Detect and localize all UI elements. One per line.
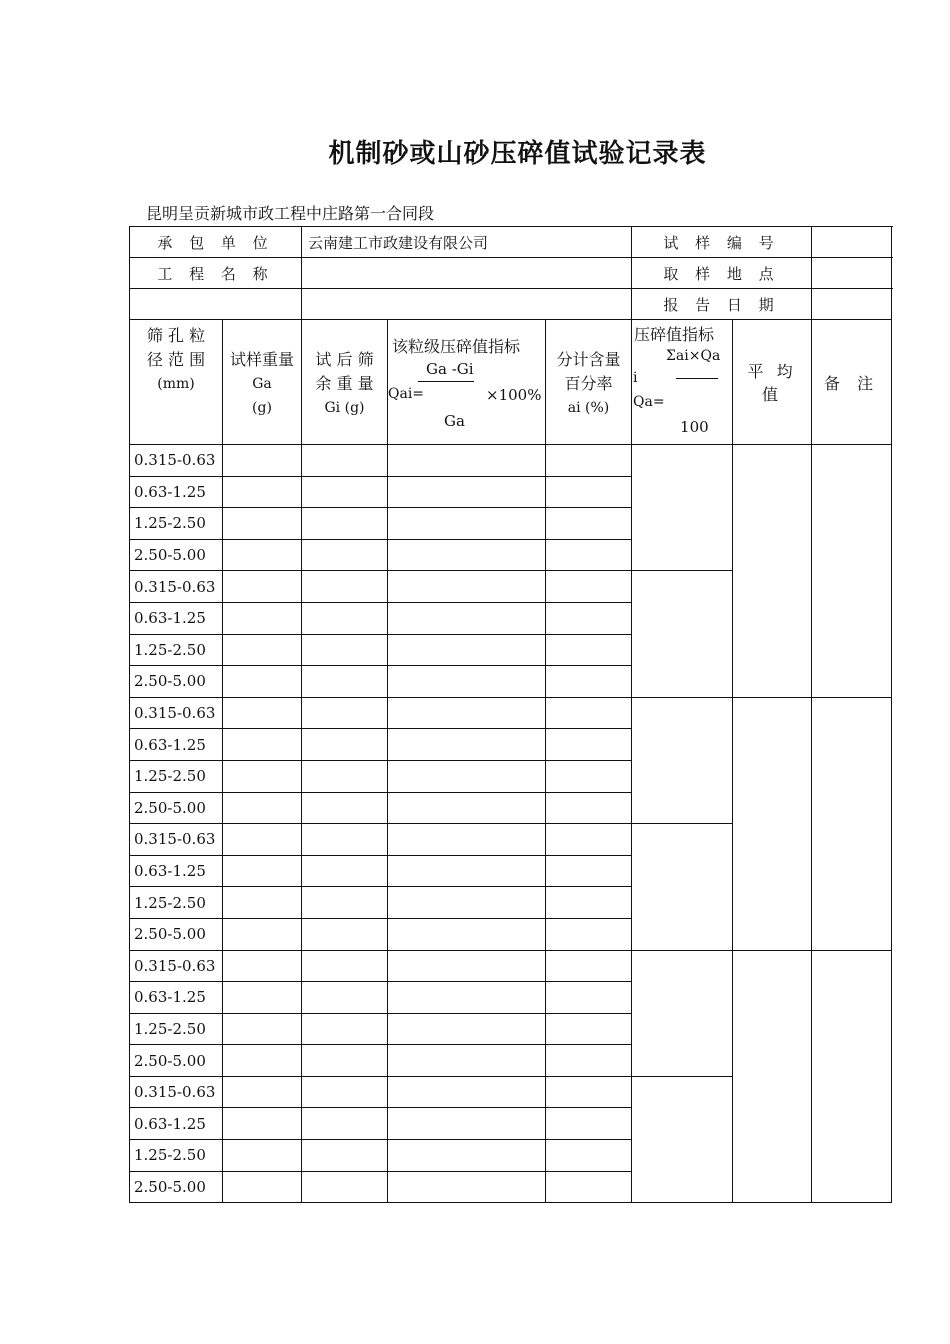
sieve-range-cell: 0.315-0.63: [130, 445, 223, 477]
sieve-range-cell: 1.25-2.50: [130, 634, 223, 666]
residual-weight-cell[interactable]: [302, 445, 388, 477]
sieve-range-cell: 0.63-1.25: [130, 729, 223, 761]
sieve-range-cell: 0.315-0.63: [130, 1076, 223, 1108]
header-crush-index: [632, 320, 733, 445]
sieve-range-cell: 1.25-2.50: [130, 887, 223, 919]
grade-index-cell[interactable]: [388, 1171, 546, 1203]
fraction-cell[interactable]: [546, 571, 632, 603]
fraction-cell[interactable]: [546, 539, 632, 571]
residual-weight-cell[interactable]: [302, 1108, 388, 1140]
grade-index-cell[interactable]: [388, 571, 546, 603]
header-sieve-line1: 筛 孔 粒: [146, 326, 206, 345]
sieve-range-cell: 2.50-5.00: [130, 918, 223, 950]
average-cell[interactable]: [733, 697, 812, 950]
sieve-range-cell: 0.63-1.25: [130, 855, 223, 887]
header-sample-weight-line2: Ga: [252, 376, 272, 392]
project-name-label: 工 程 名 称: [130, 258, 302, 289]
fraction-cell[interactable]: [546, 1171, 632, 1203]
grade-index-cell[interactable]: [388, 1076, 546, 1108]
grade-index-cell[interactable]: [388, 508, 546, 540]
report-date-label: 报 告 日 期: [632, 289, 812, 320]
fraction-cell[interactable]: [546, 918, 632, 950]
sample-location-value[interactable]: [812, 258, 892, 289]
sample-location-label: 取 样 地 点: [632, 258, 812, 289]
residual-weight-cell[interactable]: [302, 982, 388, 1014]
sieve-range-cell: 1.25-2.50: [130, 1140, 223, 1172]
sieve-range-cell: 0.63-1.25: [130, 982, 223, 1014]
sieve-range-cell: 2.50-5.00: [130, 539, 223, 571]
residual-weight-cell[interactable]: [302, 855, 388, 887]
sieve-range-cell: 2.50-5.00: [130, 792, 223, 824]
sieve-range-cell: 0.315-0.63: [130, 824, 223, 856]
fraction-cell[interactable]: [546, 508, 632, 540]
header-fraction: [546, 320, 632, 445]
test-record-table: [129, 226, 892, 1203]
fraction-cell[interactable]: [546, 1013, 632, 1045]
grade-index-cell[interactable]: [388, 760, 546, 792]
fraction-bar: [418, 381, 474, 382]
average-cell[interactable]: [733, 950, 812, 1203]
blank-cell: [130, 289, 302, 320]
fraction-cell[interactable]: [546, 476, 632, 508]
crush-index-cell[interactable]: [632, 950, 733, 1076]
sample-weight-cell[interactable]: [223, 982, 302, 1014]
fraction-cell[interactable]: [546, 1108, 632, 1140]
header-residual-line1: 试 后 筛: [315, 350, 374, 369]
fraction-cell[interactable]: [546, 634, 632, 666]
sieve-range-cell: 2.50-5.00: [130, 1171, 223, 1203]
fraction-cell[interactable]: [546, 950, 632, 982]
fraction-cell[interactable]: [546, 445, 632, 477]
grade-index-cell[interactable]: [388, 602, 546, 634]
sample-weight-cell[interactable]: [223, 1013, 302, 1045]
sample-weight-cell[interactable]: [223, 666, 302, 698]
grade-index-cell[interactable]: [388, 1013, 546, 1045]
fraction-bar: [676, 378, 718, 379]
sample-weight-cell[interactable]: [223, 1108, 302, 1140]
sample-weight-cell[interactable]: [223, 1140, 302, 1172]
residual-weight-cell[interactable]: [302, 602, 388, 634]
sieve-range-cell: 0.63-1.25: [130, 1108, 223, 1140]
sample-weight-cell[interactable]: [223, 445, 302, 477]
residual-weight-cell[interactable]: [302, 792, 388, 824]
contractor-value[interactable]: 云南建工市政建设有限公司: [302, 227, 632, 258]
fraction-cell[interactable]: [546, 887, 632, 919]
sieve-range-cell: 0.315-0.63: [130, 697, 223, 729]
fraction-cell[interactable]: [546, 666, 632, 698]
crush-index-lhs: Qa=: [633, 394, 665, 410]
residual-weight-cell[interactable]: [302, 1140, 388, 1172]
sample-weight-cell[interactable]: [223, 697, 302, 729]
sieve-range-cell: 0.63-1.25: [130, 602, 223, 634]
sieve-range-cell: 0.63-1.25: [130, 476, 223, 508]
header-residual-line2: 余 重 量: [315, 374, 374, 393]
grade-index-cell[interactable]: [388, 950, 546, 982]
residual-weight-cell[interactable]: [302, 950, 388, 982]
residual-weight-cell[interactable]: [302, 539, 388, 571]
fraction-cell[interactable]: [546, 824, 632, 856]
table-row: [130, 697, 892, 729]
sample-weight-cell[interactable]: [223, 476, 302, 508]
header-remarks-label: 备 注: [823, 373, 880, 393]
fraction-cell[interactable]: [546, 602, 632, 634]
header-residual-line3: Gi (g): [324, 400, 365, 416]
grade-index-cell[interactable]: [388, 918, 546, 950]
sieve-range-cell: 1.25-2.50: [130, 760, 223, 792]
residual-weight-cell[interactable]: [302, 760, 388, 792]
fraction-cell[interactable]: [546, 1076, 632, 1108]
fraction-cell[interactable]: [546, 729, 632, 761]
table-row: [130, 950, 892, 982]
sieve-range-cell: 0.315-0.63: [130, 571, 223, 603]
grade-index-cell[interactable]: [388, 697, 546, 729]
header-sieve: [130, 320, 223, 445]
grade-index-cell[interactable]: [388, 476, 546, 508]
residual-weight-cell[interactable]: [302, 634, 388, 666]
table-row: [130, 445, 892, 477]
sieve-range-cell: 2.50-5.00: [130, 1045, 223, 1077]
sample-no-value[interactable]: [812, 227, 892, 258]
sample-weight-cell[interactable]: [223, 792, 302, 824]
header-grade-index: [388, 320, 546, 445]
grade-index-lhs: Qai=: [388, 386, 425, 402]
header-sample-weight: [223, 320, 302, 445]
fraction-cell[interactable]: [546, 982, 632, 1014]
grade-index-multiplier: ×100%: [486, 386, 542, 404]
header-remarks: [812, 320, 892, 445]
grade-index-cell[interactable]: [388, 634, 546, 666]
contractor-label: 承 包 单 位: [130, 227, 302, 258]
grade-index-cell[interactable]: [388, 887, 546, 919]
header-fraction-line2: 百分率: [564, 374, 613, 393]
sample-weight-cell[interactable]: [223, 729, 302, 761]
fraction-cell[interactable]: [546, 855, 632, 887]
grade-index-title: 该粒级压碎值指标: [392, 337, 521, 356]
sample-weight-cell[interactable]: [223, 539, 302, 571]
sieve-range-cell: 1.25-2.50: [130, 1013, 223, 1045]
residual-weight-cell[interactable]: [302, 887, 388, 919]
sample-weight-cell[interactable]: [223, 918, 302, 950]
crush-index-cell[interactable]: [632, 445, 733, 571]
fraction-cell[interactable]: [546, 760, 632, 792]
grade-index-cell[interactable]: [388, 729, 546, 761]
form-title: 机制砂或山砂压碎值试验记录表: [328, 139, 707, 169]
fraction-cell[interactable]: [546, 1140, 632, 1172]
grade-index-cell[interactable]: [388, 1140, 546, 1172]
sieve-range-cell: 1.25-2.50: [130, 508, 223, 540]
header-sieve-line3: (mm): [157, 376, 195, 392]
crush-index-cell[interactable]: [632, 1076, 733, 1202]
crush-index-denominator: 100: [680, 418, 709, 436]
sample-weight-cell[interactable]: [223, 602, 302, 634]
crush-index-title: 压碎值指标: [634, 325, 715, 344]
sample-no-label: 试 样 编 号: [632, 227, 812, 258]
sample-weight-cell[interactable]: [223, 634, 302, 666]
crush-index-subscript: i: [633, 370, 638, 386]
residual-weight-cell[interactable]: [302, 918, 388, 950]
remarks-cell[interactable]: [812, 697, 892, 950]
header-average: [733, 320, 812, 445]
sample-weight-cell[interactable]: [223, 571, 302, 603]
crush-index-cell[interactable]: [632, 824, 733, 950]
grade-index-cell[interactable]: [388, 539, 546, 571]
sieve-range-cell: 0.315-0.63: [130, 950, 223, 982]
remarks-cell[interactable]: [812, 950, 892, 1203]
sample-weight-cell[interactable]: [223, 824, 302, 856]
residual-weight-cell[interactable]: [302, 1076, 388, 1108]
crush-index-cell[interactable]: [632, 571, 733, 697]
sample-weight-cell[interactable]: [223, 508, 302, 540]
fraction-cell[interactable]: [546, 697, 632, 729]
residual-weight-cell[interactable]: [302, 1171, 388, 1203]
header-sieve-line2: 径 范 围: [146, 350, 206, 369]
residual-weight-cell[interactable]: [302, 476, 388, 508]
residual-weight-cell[interactable]: [302, 1013, 388, 1045]
grade-index-cell[interactable]: [388, 666, 546, 698]
sample-weight-cell[interactable]: [223, 1076, 302, 1108]
residual-weight-cell[interactable]: [302, 729, 388, 761]
residual-weight-cell[interactable]: [302, 571, 388, 603]
grade-index-cell[interactable]: [388, 982, 546, 1014]
project-name-value[interactable]: [302, 258, 632, 289]
fraction-cell[interactable]: [546, 1045, 632, 1077]
sieve-range-cell: 2.50-5.00: [130, 666, 223, 698]
residual-weight-cell[interactable]: [302, 1045, 388, 1077]
header-fraction-line3: ai (%): [567, 400, 610, 416]
crush-index-numerator: Σai×Qa: [666, 348, 721, 364]
average-cell[interactable]: [733, 445, 812, 698]
grade-index-cell[interactable]: [388, 445, 546, 477]
residual-weight-cell[interactable]: [302, 666, 388, 698]
sample-weight-cell[interactable]: [223, 887, 302, 919]
crush-index-cell[interactable]: [632, 697, 733, 823]
sample-weight-cell[interactable]: [223, 1171, 302, 1203]
grade-index-cell[interactable]: [388, 1045, 546, 1077]
header-residual: [302, 320, 388, 445]
blank-cell: [302, 289, 632, 320]
grade-index-cell[interactable]: [388, 792, 546, 824]
project-name: 昆明呈贡新城市政工程中庄路第一合同段: [146, 204, 435, 223]
residual-weight-cell[interactable]: [302, 824, 388, 856]
sample-weight-cell[interactable]: [223, 1045, 302, 1077]
sample-weight-cell[interactable]: [223, 950, 302, 982]
grade-index-numerator: Ga -Gi: [426, 360, 474, 378]
grade-index-denominator: Ga: [444, 412, 465, 430]
grade-index-cell[interactable]: [388, 824, 546, 856]
fraction-cell[interactable]: [546, 792, 632, 824]
grade-index-cell[interactable]: [388, 1108, 546, 1140]
header-sample-weight-line3: (g): [252, 400, 272, 416]
remarks-cell[interactable]: [812, 445, 892, 698]
residual-weight-cell[interactable]: [302, 697, 388, 729]
header-fraction-line1: 分计含量: [556, 350, 621, 369]
sample-weight-cell[interactable]: [223, 855, 302, 887]
header-average-label: 平 均 值: [747, 362, 797, 404]
residual-weight-cell[interactable]: [302, 508, 388, 540]
grade-index-cell[interactable]: [388, 855, 546, 887]
report-date-value[interactable]: [812, 289, 892, 320]
header-sample-weight-line1: 试样重量: [229, 350, 294, 369]
sample-weight-cell[interactable]: [223, 760, 302, 792]
